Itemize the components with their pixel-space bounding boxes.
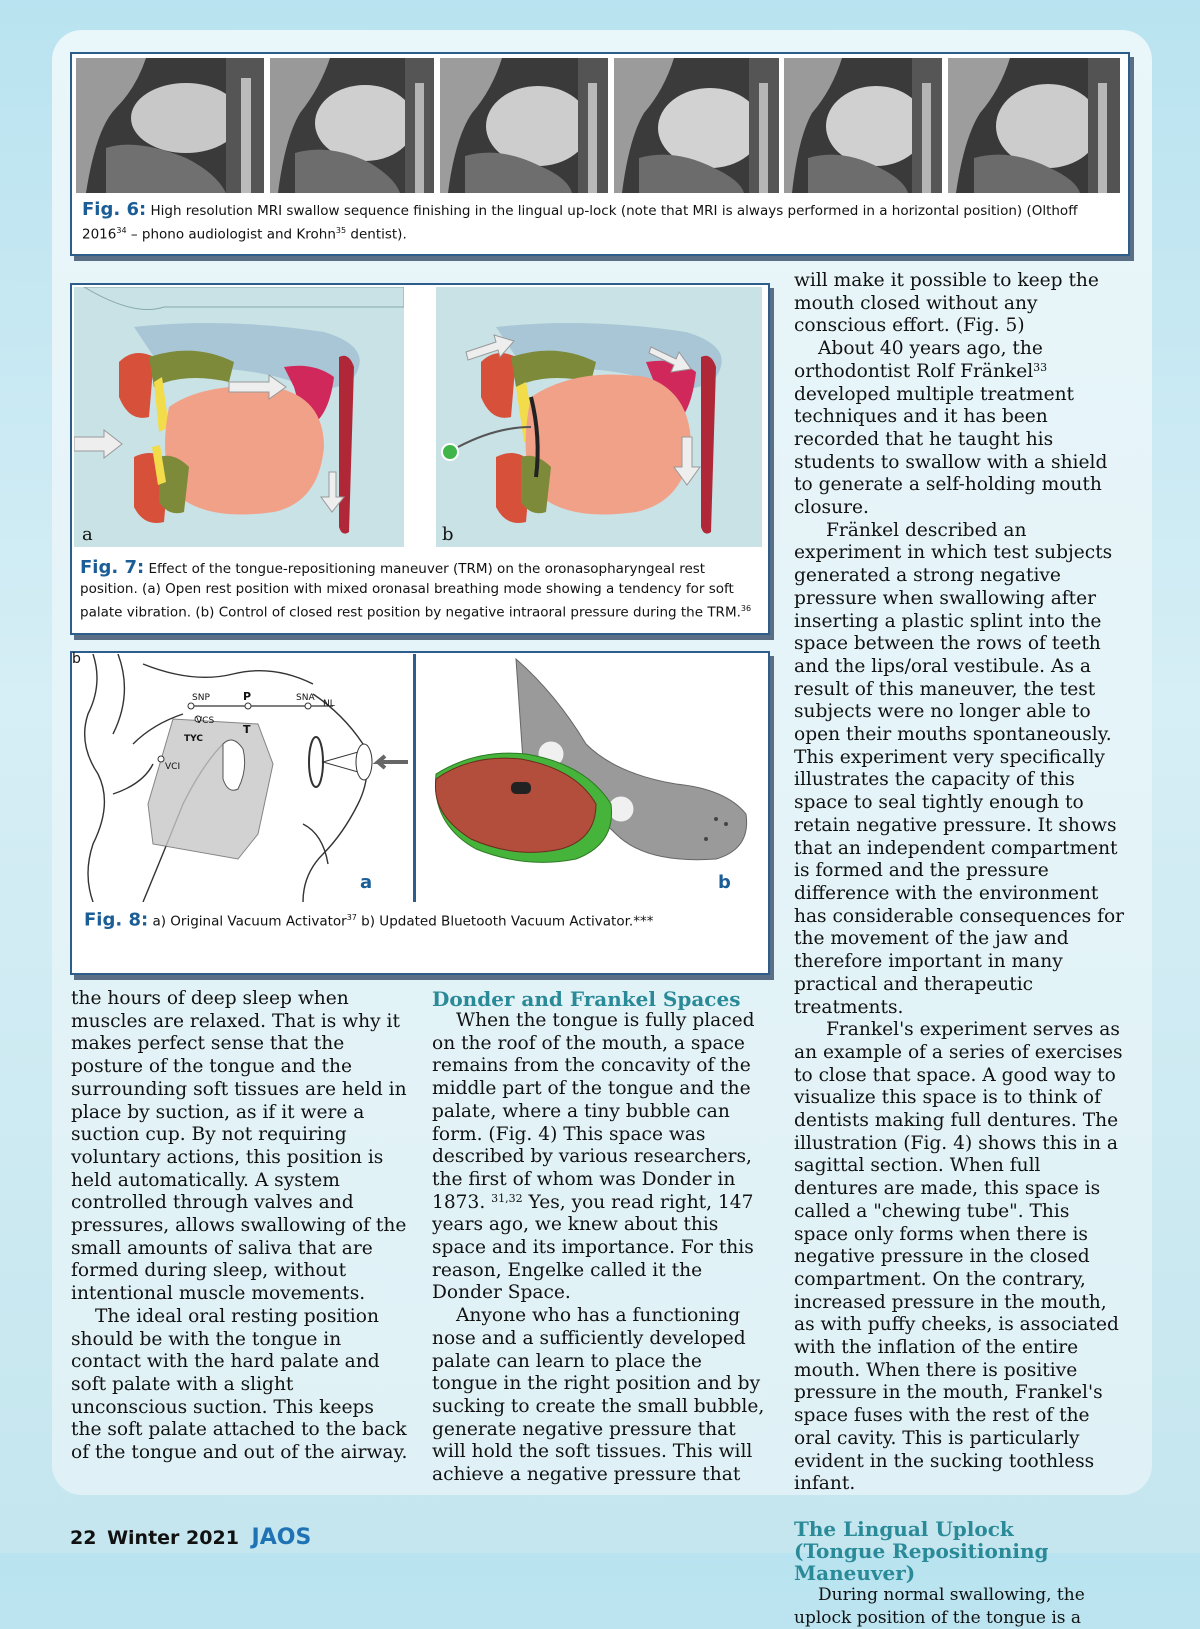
figure-6-label: Fig. 6: bbox=[82, 199, 147, 220]
figure-8-diagram-b bbox=[416, 654, 762, 902]
issue-label: Winter 2021 bbox=[107, 1527, 239, 1549]
mri-image-2 bbox=[270, 58, 434, 193]
figure-6-ref-a: 34 bbox=[116, 226, 127, 235]
column-3 bbox=[794, 270, 1129, 1629]
figure-7-divider bbox=[404, 287, 436, 547]
figure-8-panel-label-a: a bbox=[360, 872, 373, 893]
mri-image-5 bbox=[784, 58, 942, 193]
figure-8-label-p: P bbox=[243, 690, 252, 703]
figure-6-caption-text-a: High resolution MRI swallow sequence finishing in the lingual up-lock (note that MRI is always performed in a horizontal position) (Olthoff 2016 bbox=[82, 203, 1078, 243]
figure-8-caption-text-b: b) Updated Bluetooth Vacuum Activator.*** bbox=[356, 913, 654, 930]
figure-8-label-snp: SNP bbox=[192, 693, 210, 703]
figure-8-divider bbox=[413, 654, 416, 902]
col3-paragraph-2-text-a: About 40 years ago, the orthodontist Rolf Fränkel bbox=[794, 338, 1043, 382]
figure-8-caption-text-a: a) Original Vacuum Activator bbox=[148, 913, 347, 930]
figure-7-label: Fig. 7: bbox=[80, 557, 145, 578]
col1-paragraph-1: the hours of deep sleep when muscles are relaxed. That is why it makes perfect sense that the posture of the tongue and the surrounding soft tissues are held in place by suction, as if it were a suction cup. By not requiring voluntary actions, this position is held automatically. A system controlled through valves and pressures, allows swallowing of the small amounts of saliva that are formed during sleep, without intentional muscle movements. bbox=[71, 988, 407, 1305]
figure-7-diagram-a bbox=[74, 287, 404, 547]
figure-8-corner-label: b bbox=[72, 651, 81, 667]
figure-8-panel-label-b: b bbox=[718, 872, 731, 893]
figure-6-caption bbox=[82, 200, 1112, 245]
mri-image-3 bbox=[440, 58, 608, 193]
figure-8-label-tyc: TYC bbox=[184, 734, 203, 744]
col2-paragraph-1-text-b: Yes, you read right, 147 years ago, we knew about this space and its importance. For this reason, Engelke called it the Donder Space. bbox=[432, 1191, 754, 1304]
col3-paragraph-2-text-b: developed multiple treatment techniques and it has been recorded that he taught his students to swallow with a shield to generate a self-holding mouth closure. bbox=[794, 383, 1108, 519]
col3-paragraph-5: During normal swallowing, the uplock position of the tongue is a bbox=[794, 1584, 1085, 1628]
journal-brand: JAOS bbox=[251, 1525, 312, 1550]
col3-paragraph-3: Fränkel described an experiment in which test subjects generated a strong negative pressure when swallowing after inserting a plastic splint into the space between the rows of teeth and the lips/oral vestibule. As a result of this maneuver, the test subjects were no longer able to open their mouths spontaneously. This experiment very specifically illustrates the capacity of this space to seal tightly enough to retain negative pressure. It shows that an independent compartment is formed and the pressure difference with the environment has considerable consequences for the movement of the jaw and therefore important in many practical and therapeutic treatments. bbox=[794, 519, 1125, 1018]
mri-image-1 bbox=[76, 58, 264, 193]
page-number: 22 bbox=[70, 1527, 97, 1549]
col2-paragraph-1-text-a: When the tongue is fully placed on the roof of the mouth, a space remains from the concavity of the middle part of the tongue and the palate, where a tiny bubble can form. (Fig. 4) This space was described by various researchers, the first of whom was Donder in 1873. bbox=[432, 1010, 755, 1213]
col2-paragraph-1 bbox=[432, 1010, 770, 1305]
figure-8-caption bbox=[84, 908, 754, 932]
col3-paragraph-1: will make it possible to keep the mouth closed without any conscious effort. (Fig. 5) bbox=[794, 270, 1099, 337]
figure-8-label-vcs: VCS bbox=[196, 716, 215, 726]
mri-image-6 bbox=[948, 58, 1120, 193]
figure-7-caption bbox=[80, 558, 760, 623]
figure-7-panel-label-b: b bbox=[442, 524, 454, 545]
page-footer bbox=[70, 1525, 311, 1550]
figure-7-diagram-b bbox=[436, 287, 762, 547]
column-1 bbox=[71, 988, 409, 1465]
figure-8-ref: 37 bbox=[346, 913, 357, 922]
donder-frankel-heading: Donder and Frankel Spaces bbox=[432, 987, 741, 1011]
figure-8-label-t: T bbox=[243, 723, 251, 736]
column-2 bbox=[432, 988, 770, 1487]
col1-paragraph-2: The ideal oral resting position should be with the tongue in contact with the hard palate and soft palate with a slight unconscious suction. This keeps the soft palate attached to the back of the tongue and out of the airway. bbox=[71, 1305, 408, 1464]
figure-8-label-vci: VCI bbox=[165, 762, 181, 772]
col3-paragraph-2-ref: 33 bbox=[1033, 360, 1048, 374]
col3-paragraph-4: Frankel's experiment serves as an example of a series of exercises to close that space. A good way to visualize this space is to think of dentists making full dentures. The illustration (Fig. 4) shows this in a sagittal section. When full dentures are made, this space is called a "chewing tube". This space only forms when there is negative pressure in the closed compartment. On the contrary, increased pressure in the mouth, as with puffy cheeks, is associated with the inflation of the entire mouth. When there is positive pressure in the mouth, Frankel's space fuses with the rest of the oral cavity. This is particularly evident in the sucking toothless infant. bbox=[794, 1019, 1123, 1495]
col2-paragraph-1-ref: 31,32 bbox=[491, 1191, 523, 1205]
figure-8-label-nl: NL bbox=[323, 699, 335, 709]
figure-6-ref-b: 35 bbox=[335, 226, 347, 235]
figure-7-panel-label-a: a bbox=[82, 524, 93, 545]
col2-paragraph-2: Anyone who has a functioning nose and a sufficiently developed palate can learn to place the tongue in the right position and by sucking to create the small bubble, generate negative pressure that will hold the soft tissues. This will achieve a negative pressure that bbox=[432, 1305, 765, 1486]
figure-8-label: Fig. 8: bbox=[84, 909, 149, 931]
figure-6-caption-text-c: dentist). bbox=[346, 226, 407, 243]
col3-paragraph-2 bbox=[794, 338, 1129, 520]
figure-6-caption-text-b: – phono audiologist and Krohn bbox=[126, 226, 336, 243]
figure-8-label-sna: SNA bbox=[296, 693, 315, 703]
mri-image-4 bbox=[614, 58, 779, 193]
figure-7-caption-text: Effect of the tongue-repositioning maneuver (TRM) on the oronasopharyngeal rest position. (a) Open rest position with mixed oronasal breathing mode showing a tendency for soft palate vibration. (b) Control of closed rest position by negative intraoral pressure during the TRM. bbox=[80, 561, 741, 621]
lingual-uplock-heading: The Lingual Uplock (Tongue Repositioning Maneuver) bbox=[794, 1516, 1049, 1585]
figure-7-ref: 36 bbox=[740, 604, 752, 613]
